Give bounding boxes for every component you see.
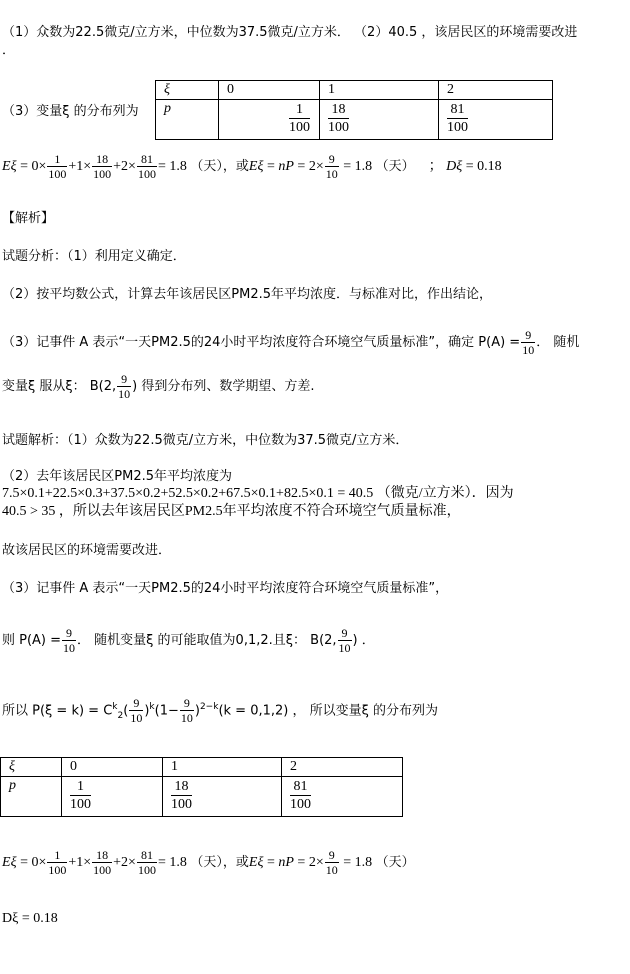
table2-prob-0: $\frac{1}{100}$ (70, 779, 91, 812)
analysis-3-line2: 变量ξ 服从ξ： B(2, $\frac{9}{10}$ ) 得到分布列、数学期望、方差. (2, 372, 315, 401)
solution-3a: （3）记事件 A 表示“一天PM2.5的24小时平均浓度符合环境空气质量标准”， (2, 581, 449, 596)
table-intro-text: （3）变量ξ 的分布列为 (2, 104, 139, 119)
section-jiexi: 【解析】 (2, 211, 55, 226)
variance-line: Dξ = 0.18 (2, 911, 58, 926)
table2-header-0: 0 (70, 759, 77, 774)
solution-2c: 40.5 > 35 ，所以去年该居民区PM2.5年平均浓度不符合环境空气质量标准， (2, 504, 461, 519)
distribution-table-2 (0, 757, 403, 817)
answer-summary-line (2, 24, 577, 42)
frac-18-100: $\frac{18}{100}$ (93, 152, 112, 182)
solution-3b: 则 P(A) = $\frac{9}{10}$ ． 随机变量ξ 的可能取值为0,1,2.且ξ： B(2, $\frac{9}{10}$ ) ． (2, 626, 375, 655)
table-header-2: 2 (447, 82, 454, 97)
expectation-line-1: Eξ = 0× $\frac{1}{100}$ +1× $\frac{18}{100}$ +2× $\frac{81}{100}$ = 1.8 （天），或Eξ = nP = 2× $\frac{9}{10}$ = 1.8 （天） ； Dξ = 0.18 (2, 152, 502, 182)
solution-1: 试题解析：（1）众数为22.5微克/立方米，中位数为37.5微克/立方米． (2, 433, 409, 448)
distribution-table-1 (155, 80, 553, 140)
table2-header-2: 2 (290, 759, 297, 774)
table2-row-label-p: p (9, 778, 16, 793)
frac-1-100: $\frac{1}{100}$ (48, 152, 67, 182)
table-header-0: 0 (227, 82, 234, 97)
table2-prob-1: $\frac{18}{100}$ (171, 779, 192, 812)
expectation-line-2: Eξ = 0× $\frac{1}{100}$ +1× $\frac{18}{100}$ +2× $\frac{81}{100}$ = 1.8 （天），或Eξ = nP = 2× $\frac{9}{10}$ = 1.8 （天） (2, 848, 415, 878)
answer-summary-dot: ． (2, 43, 16, 58)
prob-2: $\frac{81}{100}$ (447, 102, 468, 135)
analysis-2: （2）按平均数公式，计算去年该居民区PM2.5年平均浓度．与标准对比，作出结论， (2, 287, 493, 302)
table-intro-1 (2, 103, 139, 121)
solution-2b: 7.5×0.1+22.5×0.3+37.5×0.2+52.5×0.2+67.5×0.1+82.5×0.1 = 40.5 （微克/立方米）．因为 (2, 486, 514, 501)
table2-header-1: 1 (171, 759, 178, 774)
frac-9-10: $\frac{9}{10}$ (118, 372, 131, 401)
frac-9-10: $\frac{9}{10}$ (63, 626, 76, 655)
prob-0: $\frac{1}{100}$ (289, 102, 310, 135)
solution-2a: （2）去年该居民区PM2.5年平均浓度为 (2, 469, 233, 484)
frac-9-10: $\frac{9}{10}$ (522, 328, 535, 357)
answer-summary-text: （1）众数为22.5微克/立方米，中位数为37.5微克/立方米． （2）40.5 ，该居民区的环境需要改进 (2, 25, 578, 40)
table-row-label-p: p (164, 101, 171, 116)
solution-3c: 所以 $P(\xi = k) = C^k_2$( $\frac{9}{10}$ )$^k$(1− $\frac{9}{10}$ )$^{2-k}$(k = 0,1,2) ， 所以变量ξ 的分布列为 (2, 696, 438, 726)
table-header-xi: ξ (164, 82, 170, 97)
table2-prob-2: $\frac{81}{100}$ (290, 779, 311, 812)
solution-2d: 故该居民区的环境需要改进． (2, 543, 172, 558)
frac-81-100: $\frac{81}{100}$ (137, 152, 156, 182)
analysis-3-line1: （3）记事件 A 表示“一天PM2.5的24小时平均浓度符合环境空气质量标准”，确定 P(A) = $\frac{9}{10}$ ． 随机 (2, 328, 580, 357)
table-header-1: 1 (328, 82, 335, 97)
frac-9-10: $\frac{9}{10}$ (325, 152, 338, 182)
table2-header-xi: ξ (9, 759, 15, 774)
frac-9-10: $\frac{9}{10}$ (338, 626, 351, 655)
analysis-title: 试题分析：（1）利用定义确定． (2, 249, 186, 264)
prob-1: $\frac{18}{100}$ (328, 102, 349, 135)
